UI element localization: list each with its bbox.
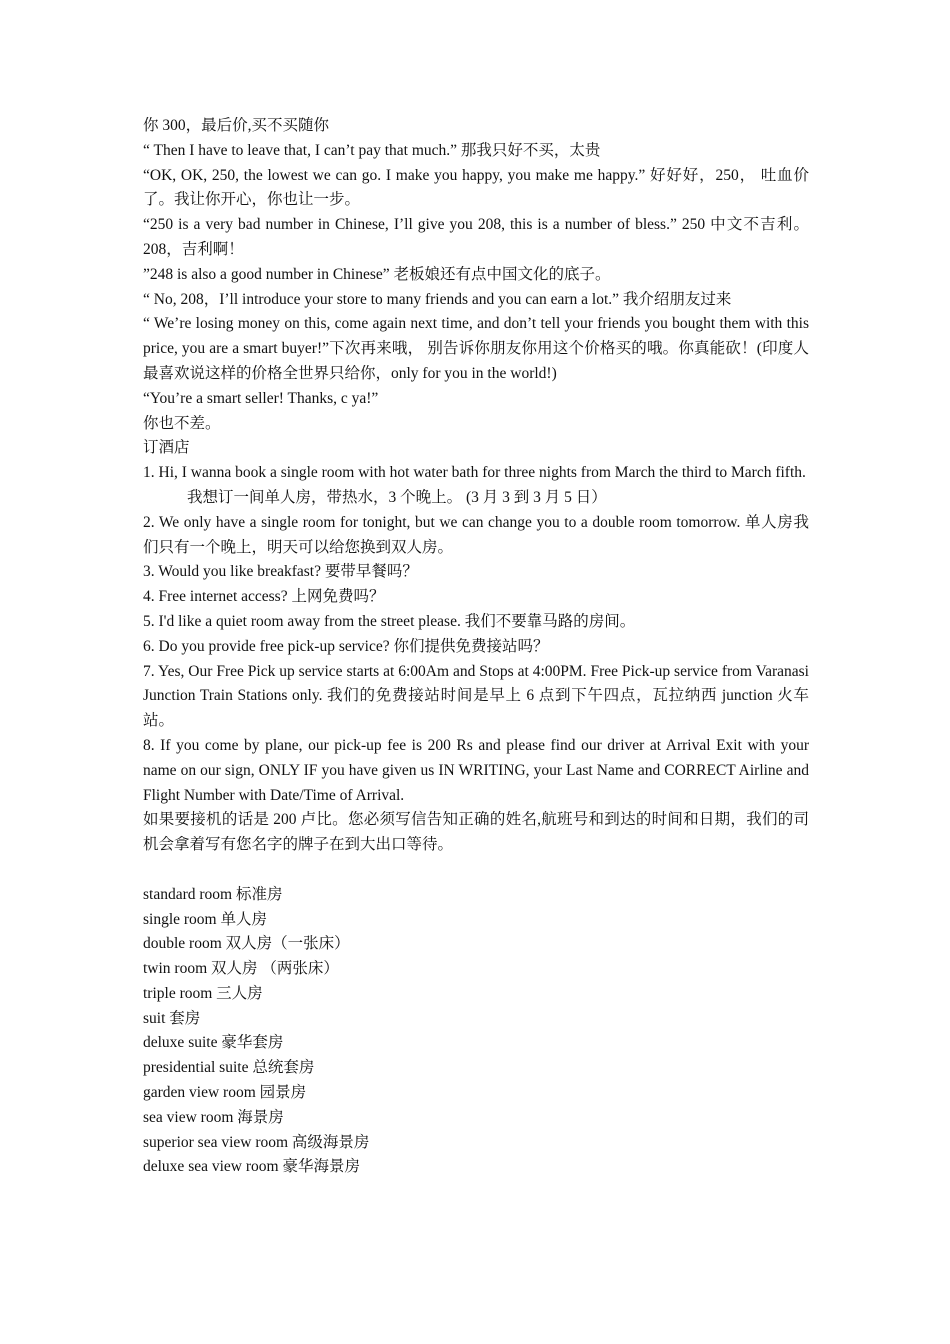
vocabulary-item: superior sea view room 高级海景房 bbox=[143, 1133, 370, 1151]
document-page bbox=[143, 114, 809, 1180]
vocabulary-item: presidential suite 总统套房 bbox=[143, 1059, 315, 1077]
vocabulary-item: triple room 三人房 bbox=[143, 984, 263, 1002]
dialogue-line: “ Then I have to leave that, I can’t pay that much.” 那我只好不买，太贵 bbox=[143, 141, 601, 159]
dialogue-line: “ We’re losing money on this, come again next time, and don’t tell your friends you bought them with this price, you are a smart buyer!”下次再来哦， 别告诉你朋友你用这个价格买的哦。你真能砍！(印度人最喜欢说这样的价格全世界只给你，only for you in the world!) bbox=[143, 315, 809, 382]
hotel-item: 7. Yes, Our Free Pick up service starts at 6:00Am and Stops at 4:00PM. Free Pick-up service from Varanasi Junction Train Stations only. 我们的免费接站时间是早上 6 点到下午四点，瓦拉纳西 junction 火车站。 bbox=[143, 662, 809, 730]
dialogue-line: “You’re a smart seller! Thanks, c ya!” bbox=[143, 389, 379, 407]
vocabulary-item: sea view room 海景房 bbox=[143, 1108, 284, 1126]
vocabulary-item: garden view room 园景房 bbox=[143, 1084, 307, 1102]
hotel-item: 2. We only have a single room for tonight, but we can change you to a double room tomorrow. 单人房我们只有一个晚上，明天可以给您换到双人房。 bbox=[143, 513, 809, 556]
vocabulary-item: twin room 双人房 （两张床） bbox=[143, 960, 339, 978]
hotel-item-translation: 我想订一间单人房，带热水，3 个晚上。 (3 月 3 到 3 月 5 日） bbox=[187, 488, 607, 506]
dialogue-line: “OK, OK, 250, the lowest we can go. I make you happy, you make me happy.” 好好好，250， 吐血价了。我让你开心，你也让一步。 bbox=[143, 166, 809, 209]
hotel-item: 5. I'd like a quiet room away from the street please. 我们不要靠马路的房间。 bbox=[143, 612, 636, 630]
vocabulary-item: deluxe suite 豪华套房 bbox=[143, 1034, 284, 1052]
dialogue-line: “ No, 208，I’ll introduce your store to many friends and you can earn a lot.” 我介绍朋友过来 bbox=[143, 290, 732, 308]
dialogue-line: ”248 is also a good number in Chinese” 老板娘还有点中国文化的底子。 bbox=[143, 265, 611, 283]
vocabulary-item: standard room 标准房 bbox=[143, 885, 283, 903]
vocabulary-item: double room 双人房（一张床） bbox=[143, 935, 350, 953]
dialogue-line: “250 is a very bad number in Chinese, I’ll give you 208, this is a number of bless.” 250 中文不吉利。208，吉利啊！ bbox=[143, 216, 809, 258]
vocabulary-item: deluxe sea view room 豪华海景房 bbox=[143, 1158, 360, 1176]
hotel-item-translation: 如果要接机的话是 200 卢比。您必须写信告知正确的姓名,航班号和到达的时间和日期，我们的司机会拿着写有您名字的牌子在到大出口等待。 bbox=[143, 811, 809, 854]
vocabulary-item: single room 单人房 bbox=[143, 910, 267, 928]
hotel-item: 6. Do you provide free pick-up service? 你们提供免费接站吗？ bbox=[143, 637, 549, 655]
hotel-item: 4. Free internet access? 上网免费吗？ bbox=[143, 588, 385, 606]
dialogue-line: 你 300，最后价,买不买随你 bbox=[143, 117, 330, 134]
section-heading: 订酒店 bbox=[143, 439, 190, 457]
dialogue-line: 你也不差。 bbox=[143, 414, 221, 432]
paragraph-gap bbox=[143, 858, 809, 883]
vocabulary-item: suit 套房 bbox=[143, 1009, 201, 1027]
hotel-item: 8. If you come by plane, our pick-up fee is 200 Rs and please find our driver at Arrival Exit with your name on our sign, ONLY IF you have given us IN WRITING, your Last Name and CORRECT Airline and Flight Number with Date/Time of Arrival. bbox=[143, 736, 809, 804]
hotel-item: 1. Hi, I wanna book a single room with hot water bath for three nights from March the third to March fifth. bbox=[143, 464, 806, 482]
hotel-item: 3. Would you like breakfast? 要带早餐吗？ bbox=[143, 563, 418, 581]
